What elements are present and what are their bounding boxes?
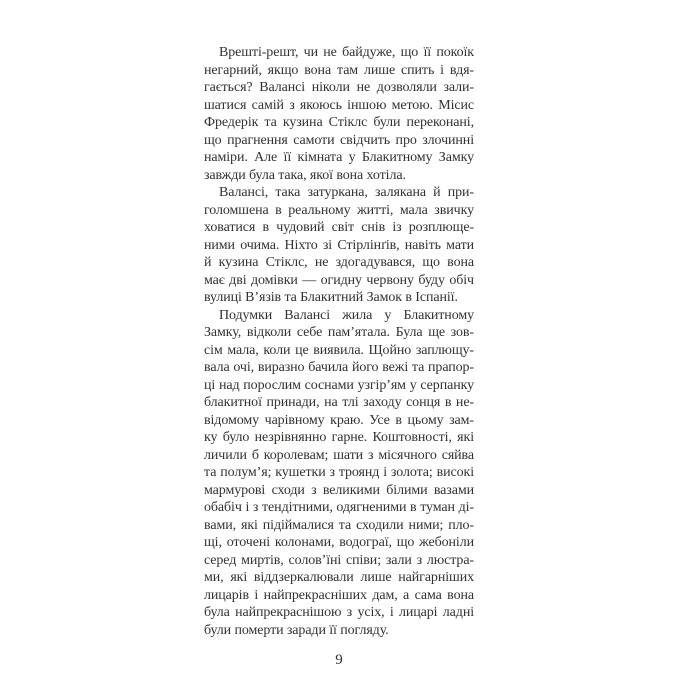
text-line: й кузина Стіклс, не здогадувався, що вона — [204, 255, 474, 270]
text-line: мармурові сходи з великими білими вазами — [204, 482, 474, 498]
text-line: щі, оточені колонами, водограї, що жебоніли — [204, 535, 474, 550]
page-text-column — [204, 44, 474, 639]
text-line: вами, які підіймалися та сходили ними; пло- — [204, 517, 474, 533]
text-line: ці над порослим соснами узгір’ям у серпанку — [204, 377, 474, 393]
text-line: були померти заради її погляду. — [204, 622, 389, 638]
text-line: завжди була така, якої вона хотіла. — [204, 167, 406, 183]
text-line: сім мала, коли це виявила. Щойно заплющу- — [204, 342, 474, 358]
text-line: шатися самій з якоюсь іншою метою. Місис — [204, 97, 474, 113]
text-line: ховатися в чудовий світ снів із розплюще- — [204, 220, 474, 235]
text-line: Валансі, така затуркана, залякана й при- — [219, 185, 474, 200]
text-line: голомшена в реальному житті, мала звичку — [204, 202, 474, 218]
page-number: 9 — [335, 652, 343, 668]
text-line: серед миртів, солов’їні співи; зали з люстра- — [204, 552, 474, 568]
text-line: вулиці В’язів та Блакитний Замок в Іспанії. — [204, 290, 458, 305]
text-line: та полум’я; кушетки з троянд і золота; високі — [204, 465, 474, 480]
text-line: блакитної принади, на тлі заходу сонця в не- — [204, 395, 474, 410]
text-line: відомому чарівному краю. Усе в цьому зам- — [204, 412, 474, 428]
text-line: має дві домівки — огидну червону буду обіч — [204, 272, 474, 288]
text-line: що прагнення самоти свідчить про злочинні — [204, 132, 474, 148]
paragraph-2 — [204, 184, 474, 307]
text-line: наміри. Але її кімната у Блакитному Замку — [204, 150, 474, 165]
text-line: ку було незрівнянно гарне. Коштовності, які — [204, 430, 474, 445]
text-line: ними очима. Ніхто зі Стірлінґів, навіть мати — [204, 237, 474, 253]
text-line: негарний, якщо вона там лише спить і вдя- — [204, 62, 474, 78]
text-line: Подумки Валансі жила у Блакитному — [219, 307, 474, 323]
text-line: була найпрекраснішою з усіх, і лицарі ладні — [204, 605, 474, 620]
text-line: ми, які віддзеркалювали лише найгарніших — [204, 570, 474, 585]
text-line: обабіч і з тендітними, одягненими в туман ді- — [204, 500, 474, 515]
paragraph-3 — [204, 307, 474, 640]
text-line: лицарів і найпрекрасніших дам, а сама вона — [204, 587, 474, 603]
text-line: Врешті-решт, чи не байдуже, що її покоїк — [219, 45, 474, 60]
text-line: личили б королевам; шати з місячного сяйва — [204, 447, 474, 463]
text-line: вала очі, виразно бачила його вежі та прапор- — [204, 360, 474, 375]
text-line: Фредерік та кузина Стіклс були переконані, — [204, 115, 474, 130]
paragraph-1 — [204, 44, 474, 184]
text-line: гається? Валансі ніколи не дозволяли зали- — [204, 80, 474, 95]
text-line: Замку, відколи себе пам’ятала. Була ще зов- — [204, 325, 474, 340]
